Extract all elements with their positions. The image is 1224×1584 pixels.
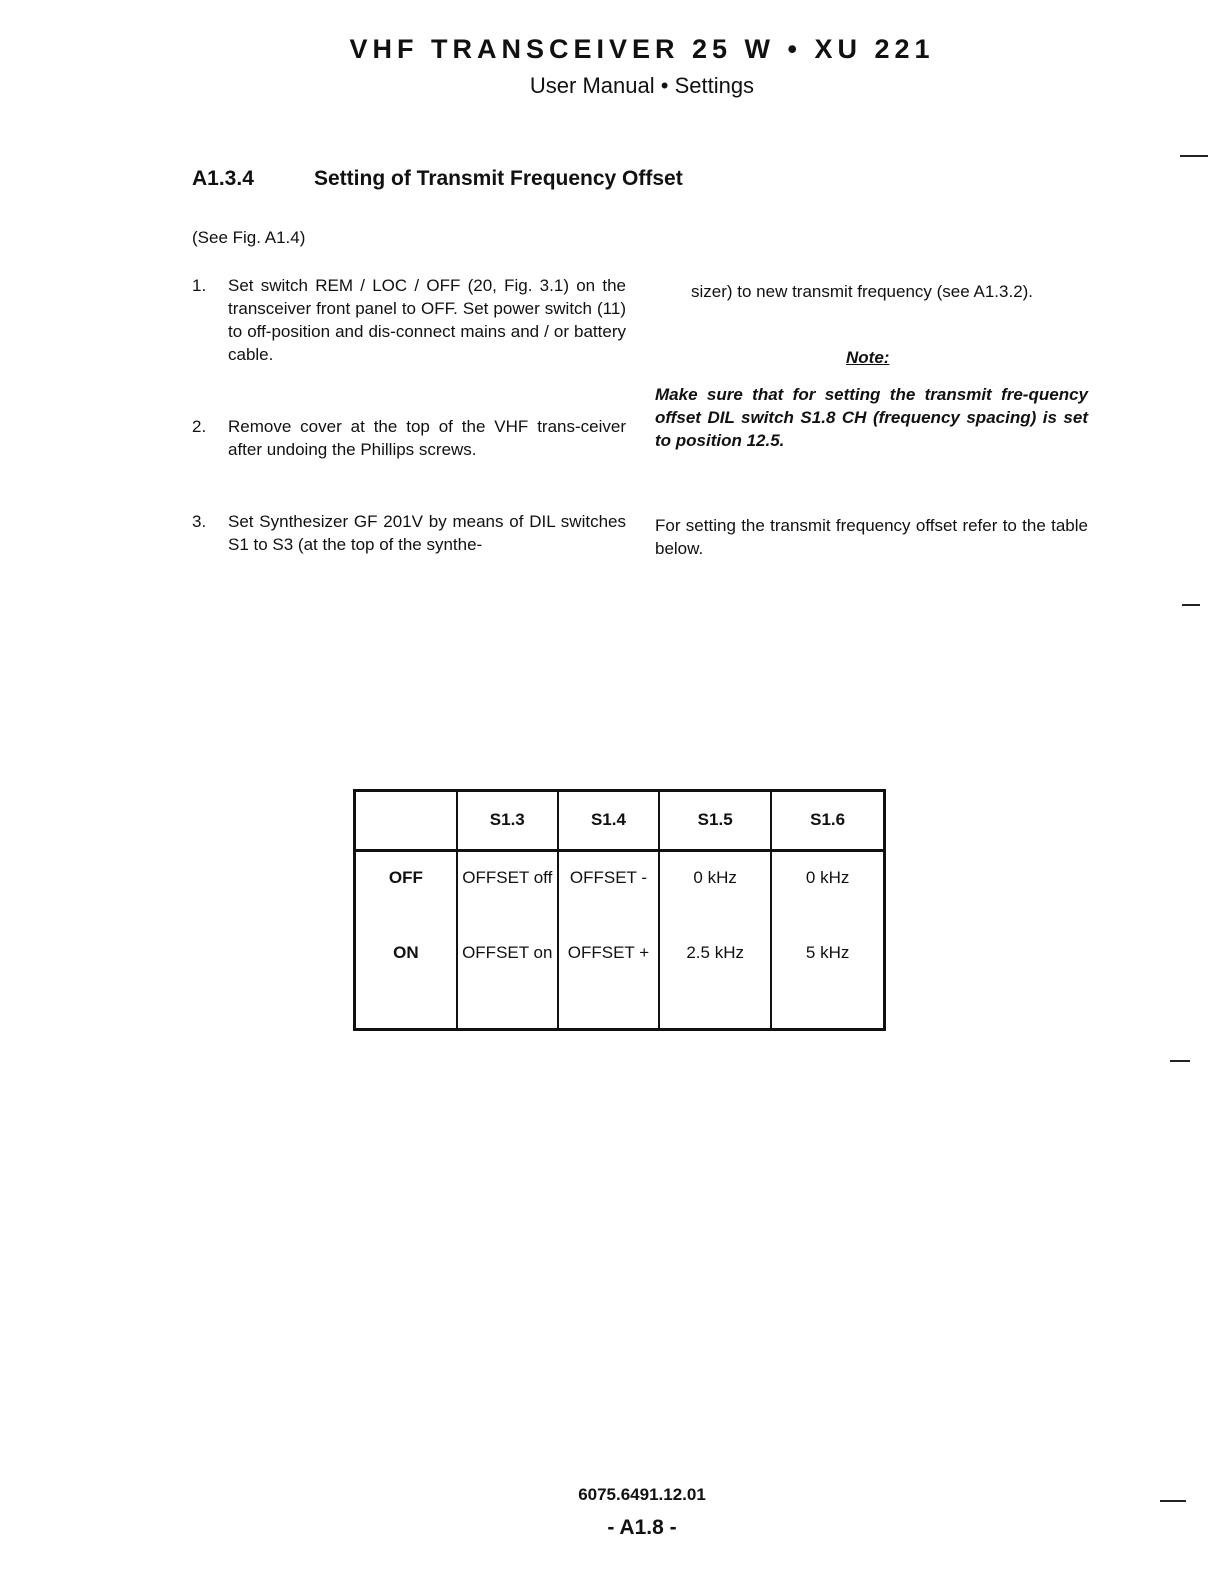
table-header-cell (355, 791, 457, 851)
step-text: Remove cover at the top of the VHF trans-ceiver after undoing the Phillips screws. (228, 417, 626, 459)
table-cell: OFFSET + (558, 937, 659, 1030)
table-cell: 0 kHz (771, 851, 884, 938)
step-2 (192, 415, 626, 461)
row-label: OFF (355, 851, 457, 938)
table-cell: OFFSET - (558, 851, 659, 938)
table-header-cell: S1.3 (457, 791, 558, 851)
scan-margin-mark (1182, 604, 1200, 606)
step-text: Set Synthesizer GF 201V by means of DIL switches S1 to S3 (at the top of the synthe- (228, 512, 626, 554)
document-subtitle: User Manual • Settings (529, 73, 755, 98)
step-number: 3. (192, 512, 207, 531)
document-title: VHF TRANSCEIVER 25 W • XU 221 (349, 34, 935, 64)
row-label: ON (355, 937, 457, 1030)
scan-margin-mark (1160, 1500, 1186, 1502)
table-header-cell: S1.6 (771, 791, 884, 851)
table-cell: 0 kHz (659, 851, 771, 938)
table-cell: 2.5 kHz (659, 937, 771, 1030)
scan-margin-mark (1170, 1060, 1190, 1062)
table-header-row (355, 791, 885, 851)
step-number: 1. (192, 276, 207, 295)
figure-reference: (See Fig. A1.4) (192, 228, 306, 247)
table-cell: 5 kHz (771, 937, 884, 1030)
section-title: Setting of Transmit Frequency Offset (314, 167, 683, 190)
step-3 (192, 510, 626, 556)
step-3-continuation: sizer) to new transmit frequency (see A1.3.2). (691, 282, 1034, 301)
step-1 (192, 274, 626, 366)
note-text: Make sure that for setting the transmit fre-quency offset DIL switch S1.8 CH (frequency spacing) is set to position 12.5. (655, 385, 1088, 450)
table-row (355, 851, 885, 938)
step-number: 2. (192, 417, 207, 436)
page-number: - A1.8 - (607, 1516, 677, 1539)
document-number: 6075.6491.12.01 (578, 1485, 706, 1504)
step-text: Set switch REM / LOC / OFF (20, Fig. 3.1) on the transceiver front panel to OFF. Set power switch (11) to off-position and dis-connect mains and / or battery cable. (228, 276, 626, 364)
table-cell: OFFSET off (457, 851, 558, 938)
section-number: A1.3.4 (192, 167, 254, 190)
table-header-cell: S1.4 (558, 791, 659, 851)
scan-margin-mark (1180, 155, 1208, 157)
table-intro: For setting the transmit frequency offset refer to the table below. (655, 516, 1088, 558)
offset-settings-table (353, 789, 886, 1031)
table-row (355, 937, 885, 1030)
table-header-cell: S1.5 (659, 791, 771, 851)
table-cell: OFFSET on (457, 937, 558, 1030)
note-label: Note: (846, 348, 890, 367)
